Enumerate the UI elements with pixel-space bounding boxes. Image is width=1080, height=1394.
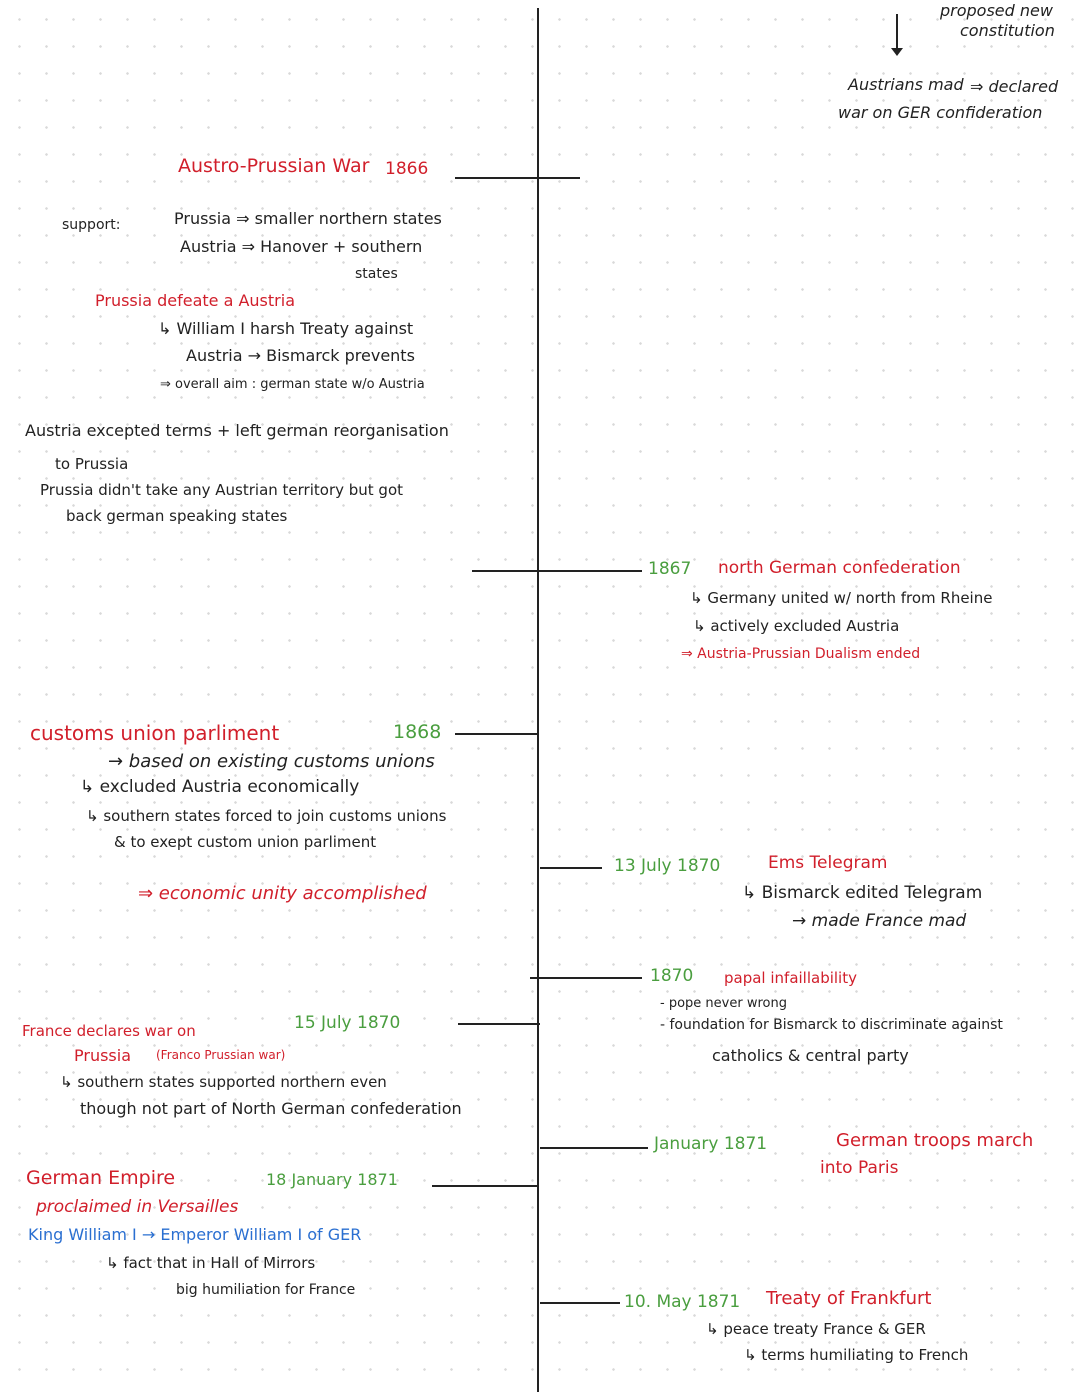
to-prussia-line: to Prussia xyxy=(55,455,129,473)
frankfurt-title: Treaty of Frankfurt xyxy=(766,1288,932,1309)
tick-january-1871 xyxy=(540,1147,648,1149)
customs-line1: → based on existing customs unions xyxy=(108,751,435,772)
declared-text: ⇒ declared xyxy=(970,77,1059,96)
tick-1866 xyxy=(455,177,580,179)
austrians-mad-text: Austrians mad xyxy=(848,75,964,94)
customs-year: 1868 xyxy=(393,721,442,743)
papal-line2: - foundation for Bismarck to discriminate against xyxy=(660,1017,1003,1033)
franco-paren: (Franco Prussian war) xyxy=(156,1048,286,1062)
overall-aim-line: ⇒ overall aim : german state w/o Austria xyxy=(160,377,425,392)
william-treaty-line: ↳ William I harsh Treaty against xyxy=(158,319,414,338)
north-german-year: 1867 xyxy=(648,559,692,579)
customs-line2: ↳ excluded Austria economically xyxy=(80,777,360,797)
franco-date: 15 July 1870 xyxy=(294,1013,401,1033)
north-german-line1: ↳ Germany united w/ north from Rheine xyxy=(690,589,993,607)
paris-line2: into Paris xyxy=(820,1158,899,1178)
tick-18-january-1871 xyxy=(432,1185,538,1187)
customs-line5: ⇒ economic unity accomplished xyxy=(138,883,427,904)
papal-line3: catholics & central party xyxy=(712,1046,909,1065)
papal-year: 1870 xyxy=(650,966,694,986)
customs-line4: & to exept custom union parliment xyxy=(114,833,377,851)
tick-15-july-1870 xyxy=(458,1023,540,1025)
ems-line2: → made France mad xyxy=(792,911,967,931)
north-german-line3: ⇒ Austria-Prussian Dualism ended xyxy=(681,646,921,662)
ems-line1: ↳ Bismarck edited Telegram xyxy=(742,883,983,903)
papal-title: papal infaillability xyxy=(724,969,857,987)
ems-title: Ems Telegram xyxy=(768,853,888,873)
tick-papal-1870 xyxy=(530,977,642,979)
north-german-line2: ↳ actively excluded Austria xyxy=(693,617,900,635)
frankfurt-date: 10. May 1871 xyxy=(624,1292,741,1312)
empire-title: German Empire xyxy=(26,1167,176,1189)
didnt-take-line: Prussia didn't take any Austrian territory but got xyxy=(40,481,404,499)
austria-support-line: Austria ⇒ Hanover + southern xyxy=(180,237,423,256)
frankfurt-line1: ↳ peace treaty France & GER xyxy=(706,1320,926,1338)
war-on-ger-text: war on GER confideration xyxy=(838,103,1043,122)
papal-line1: - pope never wrong xyxy=(660,996,787,1011)
constitution-text: constitution xyxy=(960,21,1055,40)
states-text: states xyxy=(355,266,398,282)
austria-accepted-line: Austria excepted terms + left german reorganisation xyxy=(25,421,449,440)
tick-1867 xyxy=(472,570,642,572)
franco-line4: though not part of North German confederation xyxy=(80,1099,462,1118)
austro-prussian-title: Austro-Prussian War xyxy=(178,155,370,177)
austro-prussian-year: 1866 xyxy=(385,159,429,179)
back-german-line: back german speaking states xyxy=(66,507,288,525)
prussia-defeat-line: Prussia defeate a Austria xyxy=(95,291,295,310)
empire-proclaimed: proclaimed in Versailles xyxy=(36,1197,239,1217)
empire-line3: big humiliation for France xyxy=(176,1282,356,1298)
frankfurt-line2: ↳ terms humiliating to French xyxy=(744,1346,969,1364)
bismarck-prevents-line: Austria → Bismarck prevents xyxy=(186,346,415,365)
empire-line2: ↳ fact that in Hall of Mirrors xyxy=(106,1254,316,1272)
paris-line1: German troops march xyxy=(836,1130,1034,1151)
customs-line3: ↳ southern states forced to join customs unions xyxy=(86,807,447,825)
empire-date: 18 January 1871 xyxy=(266,1170,398,1189)
prussia-support-line: Prussia ⇒ smaller northern states xyxy=(174,209,442,228)
tick-july-1870 xyxy=(540,867,602,869)
support-label: support: xyxy=(62,217,121,233)
north-german-title: north German confederation xyxy=(718,558,961,578)
tick-1868 xyxy=(455,733,538,735)
franco-line2: Prussia xyxy=(74,1046,132,1065)
tick-may-1871 xyxy=(540,1302,620,1304)
arrow-down-icon xyxy=(896,14,898,52)
customs-title: customs union parliment xyxy=(30,721,280,745)
franco-line3: ↳ southern states supported northern even xyxy=(60,1073,387,1091)
proposed-text: proposed new xyxy=(940,1,1053,20)
empire-line1: King William I → Emperor William I of GER xyxy=(28,1225,362,1244)
paris-date: January 1871 xyxy=(654,1134,768,1154)
ems-date: 13 July 1870 xyxy=(614,856,721,876)
franco-line1: France declares war on xyxy=(22,1022,196,1040)
